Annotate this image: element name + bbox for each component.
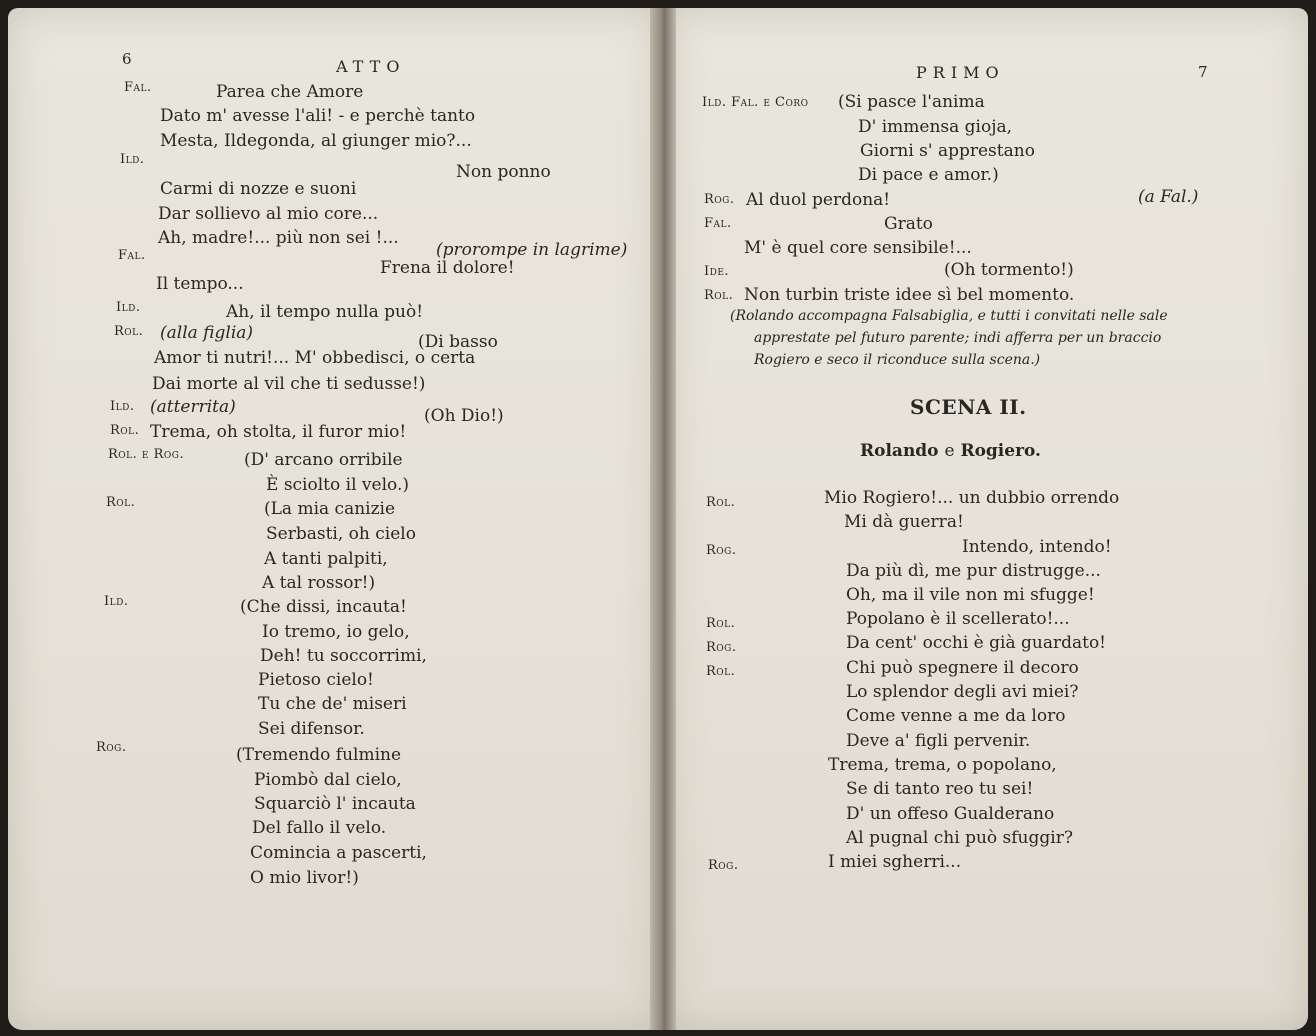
character-name: Rolando — [860, 441, 939, 461]
stage-direction: (atterrita) — [150, 397, 236, 417]
verse-line: A tal rossor!) — [262, 573, 376, 593]
verse-line: Giorni s' apprestano — [860, 141, 1035, 161]
verse-line: Squarciò l' incauta — [254, 794, 416, 814]
speaker: Rog. — [706, 543, 737, 558]
verse-line: Dato m' avesse l'ali! - e perchè tanto — [160, 106, 476, 126]
verse-line: Del fallo il velo. — [252, 818, 387, 838]
verse-line: Grato — [884, 214, 933, 234]
running-head: PRIMO — [916, 63, 1005, 82]
verse-line: Amor ti nutri!... M' obbedisci, o certa — [154, 348, 476, 368]
verse-line: (D' arcano orribile — [244, 450, 403, 470]
speaker: Fal. — [118, 248, 146, 263]
verse-line: Tu che de' miseri — [258, 694, 407, 714]
verse-line: A tanti palpiti, — [264, 549, 388, 569]
verse-line: Serbasti, oh cielo — [266, 524, 416, 544]
verse-line: Pietoso cielo! — [258, 670, 374, 690]
verse-line: Mio Rogiero!... un dubbio orrendo — [824, 488, 1120, 508]
speaker: Fal. — [124, 80, 152, 95]
speaker: Rol. — [114, 324, 144, 339]
verse-line: Parea che Amore — [216, 82, 364, 102]
stage-direction: (prorompe in lagrime) — [436, 240, 628, 260]
speaker: Fal. — [704, 216, 732, 231]
speaker: Ild. — [104, 594, 129, 609]
verse-line: Lo splendor degli avi miei? — [846, 682, 1079, 702]
verse-line: Di pace e amor.) — [858, 165, 999, 185]
verse-line: Da più dì, me pur distrugge... — [846, 561, 1101, 581]
verse-line: Chi può spegnere il decoro — [846, 658, 1079, 678]
speaker: Rog. — [704, 192, 735, 207]
verse-line: Io tremo, io gelo, — [262, 622, 410, 642]
speaker: Ild. — [116, 300, 141, 315]
verse-line: (Tremendo fulmine — [236, 745, 402, 765]
character-name: Rogiero. — [960, 441, 1041, 461]
verse-line: Come venne a me da loro — [846, 706, 1066, 726]
conjunction: e — [944, 441, 955, 461]
speaker: Rog. — [708, 858, 739, 873]
verse-line: Mesta, Ildegonda, al giunger mio?... — [160, 131, 472, 151]
speaker: Rol. — [106, 495, 136, 510]
stage-direction: (alla figlia) — [160, 323, 254, 343]
running-head: ATTO — [336, 57, 406, 76]
speaker: Ild. — [120, 152, 145, 167]
book-gutter — [650, 8, 676, 1030]
verse-line: Deh! tu soccorrimi, — [260, 646, 427, 666]
verse-line: (Oh Dio!) — [424, 406, 504, 426]
right-page — [668, 8, 1308, 1030]
verse-line: Carmi di nozze e suoni — [160, 179, 357, 199]
scene-characters — [860, 441, 1041, 461]
speaker: Rol. e Rog. — [108, 447, 185, 462]
verse-line: Comincia a pascerti, — [250, 843, 427, 863]
verse-line: Da cent' occhi è già guardato! — [846, 633, 1107, 653]
verse-line: Il tempo... — [156, 274, 244, 294]
speaker: Rol. — [110, 423, 140, 438]
verse-line: Intendo, intendo! — [962, 537, 1112, 557]
verse-line: (Di basso — [418, 332, 498, 352]
speaker: Ide. — [704, 264, 730, 279]
verse-line: D' immensa gioja, — [858, 117, 1013, 137]
verse-line: D' un offeso Gualderano — [846, 804, 1055, 824]
verse-line: Dar sollievo al mio core... — [158, 204, 379, 224]
verse-line: (La mia canizie — [264, 499, 396, 519]
verse-line: Sei difensor. — [258, 719, 365, 739]
speaker: Ild. Fal. e Coro — [702, 95, 809, 110]
verse-line: Popolano è il scellerato!... — [846, 609, 1070, 629]
verse-line: Frena il dolore! — [380, 258, 515, 278]
verse-line: Piombò dal cielo, — [254, 770, 402, 790]
speaker: Rog. — [96, 740, 127, 755]
verse-line: Dai morte al vil che ti sedusse!) — [152, 374, 426, 394]
verse-line: (Che dissi, incauta! — [240, 597, 407, 617]
page-number: 6 — [122, 50, 132, 68]
verse-line: Al pugnal chi può sfuggir? — [846, 828, 1073, 848]
stage-direction: (a Fal.) — [1138, 187, 1199, 207]
speaker: Rog. — [706, 640, 737, 655]
page-number: 7 — [1198, 63, 1208, 81]
stage-direction: (Rolando accompagna Falsabiglia, e tutti i convitati nelle sale — [730, 308, 1168, 324]
speaker: Rol. — [706, 664, 736, 679]
verse-line: O mio livor!) — [250, 868, 359, 888]
verse-line: (Si pasce l'anima — [838, 92, 985, 112]
scene-title: SCENA II. — [910, 395, 1027, 419]
verse-line: È sciolto il velo.) — [266, 475, 409, 495]
stage-direction: Rogiero e seco il riconduce sulla scena.) — [754, 352, 1041, 368]
stage-direction: apprestate pel futuro parente; indi afferra per un braccio — [754, 330, 1162, 346]
verse-line: Non ponno — [456, 162, 551, 182]
verse-line: Al duol perdona! — [746, 190, 891, 210]
verse-line: I miei sgherri... — [828, 852, 962, 872]
speaker: Ild. — [110, 399, 135, 414]
speaker: Rol. — [706, 495, 736, 510]
speaker: Rol. — [706, 616, 736, 631]
verse-line: (Oh tormento!) — [944, 260, 1074, 280]
verse-line: M' è quel core sensibile!... — [744, 238, 972, 258]
verse-line: Mi dà guerra! — [844, 512, 964, 532]
speaker: Rol. — [704, 288, 734, 303]
verse-line: Oh, ma il vile non mi sfugge! — [846, 585, 1095, 605]
verse-line: Ah, il tempo nulla può! — [226, 302, 424, 322]
verse-line: Ah, madre!... più non sei !... — [158, 228, 399, 248]
verse-line: Se di tanto reo tu sei! — [846, 779, 1034, 799]
verse-line: Non turbin triste idee sì bel momento. — [744, 285, 1075, 305]
verse-line: Trema, trema, o popolano, — [828, 755, 1057, 775]
verse-line: Trema, oh stolta, il furor mio! — [150, 422, 407, 442]
verse-line: Deve a' figli pervenir. — [846, 731, 1031, 751]
